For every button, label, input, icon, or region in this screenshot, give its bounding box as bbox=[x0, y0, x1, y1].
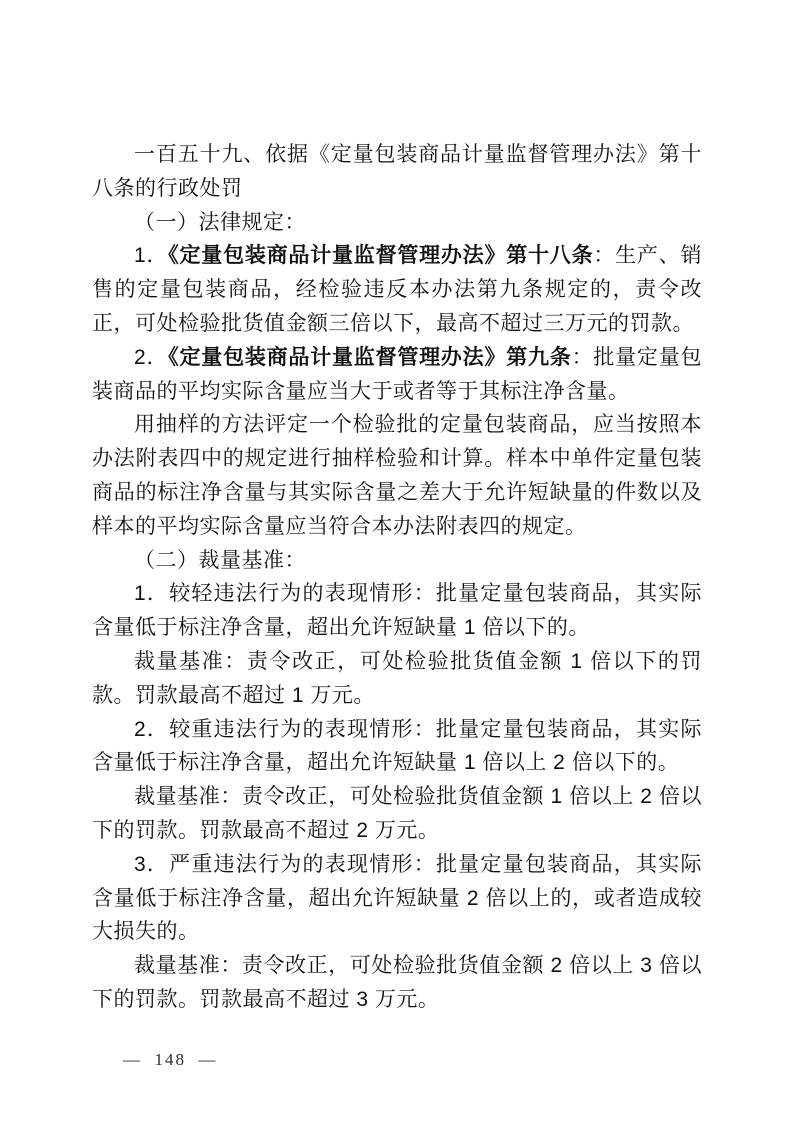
text-run: 1． bbox=[134, 244, 169, 268]
paragraph bbox=[92, 138, 702, 206]
text-run: 2．较重违法行为的表现情形：批量定量包装商品，其实际含量低于标注净含量，超出允许短缺量 1 倍以上 2 倍以下的。 bbox=[92, 717, 702, 775]
text-run: 裁量基准：责令改正，可处检验批货值金额 1 倍以上 2 倍以下的罚款。罚款最高不超过 2 万元。 bbox=[92, 785, 702, 842]
page-number: — 148 — bbox=[123, 1050, 218, 1069]
bold-text-run: 《定量包装商品计量监督管理办法》第十八条 bbox=[168, 244, 594, 268]
text-run: 一百五十九、依据《定量包装商品计量监督管理办法》第十八条的行政处罚 bbox=[92, 143, 702, 200]
text-run: 裁量基准：责令改正，可处检验批货值金额 2 倍以上 3 倍以下的罚款。罚款最高不超过 3 万元。 bbox=[92, 954, 702, 1011]
paragraph bbox=[92, 848, 702, 949]
document-body bbox=[92, 138, 702, 1017]
text-run: 1．较轻违法行为的表现情形：批量定量包装商品，其实际含量低于标注净含量，超出允许短缺量 1 倍以下的。 bbox=[92, 582, 702, 640]
text-run: 2． bbox=[134, 345, 169, 369]
text-run: 3．严重违法行为的表现情形：批量定量包装商品，其实际含量低于标注净含量，超出允许短缺量 2 倍以上的，或者造成较大损失的。 bbox=[92, 852, 702, 944]
text-run: （二）裁量基准： bbox=[134, 548, 306, 572]
paragraph bbox=[92, 544, 702, 578]
text-run: 用抽样的方法评定一个检验批的定量包装商品，应当按照本办法附表四中的规定进行抽样检验和计算。样本中单件定量包装商品的标注净含量与其实际含量之差大于允许短缺量的件数以及样本的平均实际含量应当符合本办法附表四的规定。 bbox=[92, 413, 702, 538]
paragraph bbox=[92, 780, 702, 848]
bold-text-run: 《定量包装商品计量监督管理办法》第九条 bbox=[168, 345, 572, 369]
text-run: ：批量定量包装商品的平均实际含量应当大于或者等于其标注净含量。 bbox=[92, 345, 702, 403]
paragraph bbox=[92, 949, 702, 1017]
page-footer bbox=[98, 1030, 218, 1090]
paragraph bbox=[92, 577, 702, 645]
paragraph bbox=[92, 239, 702, 340]
paragraph bbox=[92, 206, 702, 240]
paragraph bbox=[92, 713, 702, 781]
text-run: （一）法律规定： bbox=[134, 210, 306, 234]
text-run: 裁量基准：责令改正，可处检验批货值金额 1 倍以下的罚款。罚款最高不超过 1 万元。 bbox=[92, 649, 702, 707]
paragraph bbox=[92, 341, 702, 409]
paragraph bbox=[92, 645, 702, 713]
text-run: ：生产、销售的定量包装商品，经检验违反本办法第九条规定的，责令改正，可处检验批货值金额三倍以下，最高不超过三万元的罚款。 bbox=[92, 244, 702, 335]
paragraph bbox=[92, 408, 702, 543]
